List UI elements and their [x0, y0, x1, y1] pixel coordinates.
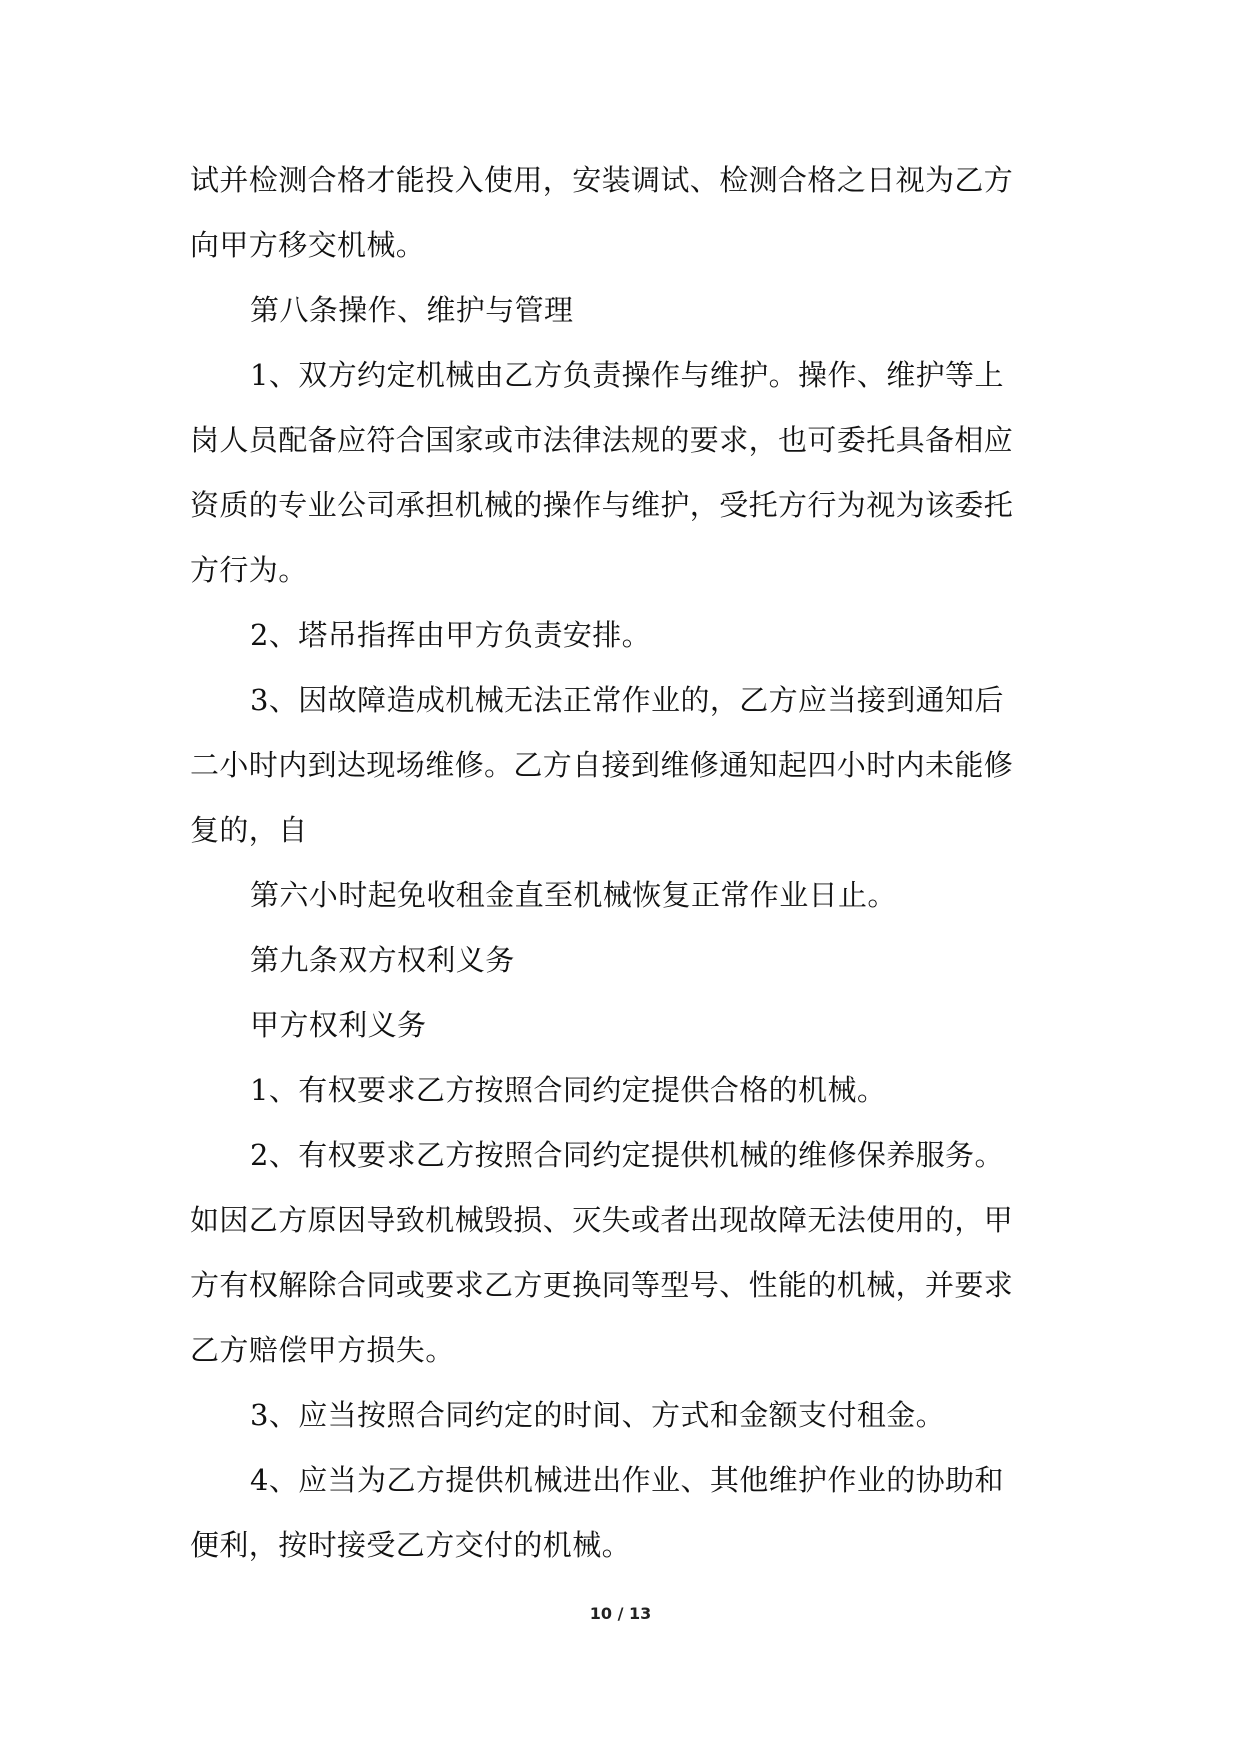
- text-line: 4、应当为乙方提供机械进出作业、其他维护作业的协助和: [250, 1463, 1004, 1497]
- text-line: 方行为。: [190, 553, 308, 587]
- text-line: 向甲方移交机械。: [190, 228, 426, 262]
- text-line: 3、因故障造成机械无法正常作业的，乙方应当接到通知后: [250, 683, 1004, 717]
- text-line: 1、双方约定机械由乙方负责操作与维护。操作、维护等上: [250, 358, 1004, 392]
- text-line: 试并检测合格才能投入使用，安装调试、检测合格之日视为乙方: [190, 163, 1014, 197]
- subsection-heading: 甲方权利义务: [250, 1008, 427, 1042]
- text-line: 2、有权要求乙方按照合同约定提供机械的维修保养服务。: [250, 1138, 1004, 1172]
- text-line: 乙方赔偿甲方损失。: [190, 1333, 455, 1367]
- text-line: 岗人员配备应符合国家或市法律法规的要求，也可委托具备相应: [190, 423, 1014, 457]
- text-line: 第六小时起免收租金直至机械恢复正常作业日止。: [250, 878, 897, 912]
- text-line: 便利，按时接受乙方交付的机械。: [190, 1528, 632, 1562]
- document-body: [190, 158, 1052, 1588]
- text-line: 3、应当按照合同约定的时间、方式和金额支付租金。: [250, 1398, 946, 1432]
- section-heading: 第九条双方权利义务: [250, 943, 515, 977]
- text-line: 复的，自: [190, 813, 308, 847]
- text-line: 方有权解除合同或要求乙方更换同等型号、性能的机械，并要求: [190, 1268, 1014, 1302]
- text-line: 二小时内到达现场维修。乙方自接到维修通知起四小时内未能修: [190, 748, 1014, 782]
- section-heading: 第八条操作、维护与管理: [250, 293, 574, 327]
- page-number: 10 / 13: [589, 1604, 652, 1623]
- text-line: 资质的专业公司承担机械的操作与维护，受托方行为视为该委托: [190, 488, 1014, 522]
- text-line: 2、塔吊指挥由甲方负责安排。: [250, 618, 652, 652]
- text-line: 如因乙方原因导致机械毁损、灭失或者出现故障无法使用的，甲: [190, 1203, 1014, 1237]
- text-line: 1、有权要求乙方按照合同约定提供合格的机械。: [250, 1073, 887, 1107]
